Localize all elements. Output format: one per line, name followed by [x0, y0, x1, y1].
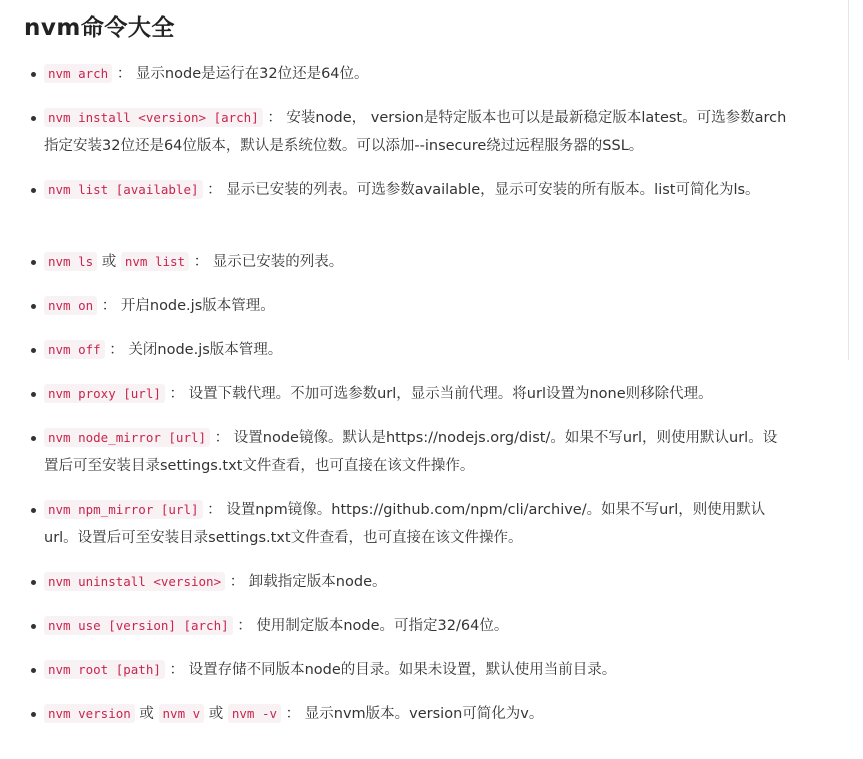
- right-divider: [848, 0, 849, 360]
- inline-code: nvm off: [44, 340, 105, 359]
- inline-code: nvm use [version] [arch]: [44, 616, 233, 635]
- bullet: [31, 392, 36, 397]
- item-description: ： 设置下载代理。不加可选参数url，显示当前代理。将url设置为none则移除代理。: [169, 386, 713, 402]
- item-description: ： 显示node是运行在32位还是64位。: [116, 66, 369, 82]
- bullet: [31, 712, 36, 717]
- list-item-nvm-list: [44, 176, 789, 204]
- inline-code: nvm uninstall <version>: [44, 572, 225, 591]
- inline-code: nvm version: [44, 704, 135, 723]
- item-description: ： 显示已安装的列表。: [193, 254, 344, 270]
- item-description: ： 使用制定版本node。可指定32/64位。: [237, 618, 509, 634]
- list-item-nvm-off: [44, 336, 789, 364]
- inline-code: nvm -v: [228, 704, 281, 723]
- list-item-nvm-npm-mirror: [44, 496, 789, 552]
- item-description: ： 开启node.js版本管理。: [101, 298, 275, 314]
- bullet: [31, 508, 36, 513]
- bullet: [31, 260, 36, 265]
- item-description: ： 安装node， version是特定版本也可以是最新稳定版本latest。可选参数arch指定安装32位还是64位版本，默认是系统位数。可以添加--insecure绕过远程服务器的SSL。: [44, 110, 787, 154]
- join-text: 或: [139, 706, 159, 722]
- item-description: ： 设置npm镜像。https://github.com/npm/cli/archive/。如果不写url，则使用默认url。设置后可至安装目录settings.txt文件查看，也可直接在该文件操作。: [44, 502, 766, 546]
- list-item-nvm-arch: [44, 60, 789, 88]
- bullet: [31, 580, 36, 585]
- inline-code: nvm list: [121, 252, 189, 271]
- item-description: ： 关闭node.js版本管理。: [109, 342, 283, 358]
- list-item-nvm-install: [44, 104, 789, 160]
- inline-code: nvm node_mirror [url]: [44, 428, 210, 447]
- inline-code: nvm arch: [44, 64, 112, 83]
- list-item-nvm-node-mirror: [44, 424, 789, 480]
- list-item-nvm-uninstall: [44, 568, 789, 596]
- list-item-nvm-use: [44, 612, 789, 640]
- bullet: [31, 436, 36, 441]
- bullet: [31, 188, 36, 193]
- inline-code: nvm v: [159, 704, 205, 723]
- page-title: nvm命令大全: [24, 15, 175, 41]
- inline-code: nvm list [available]: [44, 180, 203, 199]
- inline-code: nvm on: [44, 296, 97, 315]
- item-description: ： 设置存储不同版本node的目录。如果未设置，默认使用当前目录。: [169, 662, 617, 678]
- bullet: [31, 72, 36, 77]
- bullet: [31, 668, 36, 673]
- list-item-nvm-version: [44, 700, 789, 728]
- item-description: ： 显示已安装的列表。可选参数available，显示可安装的所有版本。list可简化为ls。: [207, 182, 760, 198]
- inline-code: nvm install <version> [arch]: [44, 108, 263, 127]
- list-item-nvm-root: [44, 656, 789, 684]
- list-item-nvm-ls: [44, 248, 789, 276]
- bullet: [31, 348, 36, 353]
- item-description: ： 显示nvm版本。version可简化为v。: [285, 706, 544, 722]
- inline-code: nvm proxy [url]: [44, 384, 165, 403]
- join-text: 或: [208, 706, 224, 722]
- inline-code: nvm npm_mirror [url]: [44, 500, 203, 519]
- list-item-nvm-proxy: [44, 380, 789, 408]
- inline-code: nvm ls: [44, 252, 97, 271]
- join-text: 或: [101, 254, 117, 270]
- bullet: [31, 116, 36, 121]
- list-item-nvm-on: [44, 292, 789, 320]
- item-description: ： 设置node镜像。默认是https://nodejs.org/dist/。如果不写url，则使用默认url。设置后可至安装目录settings.txt文件查看，也可直接在该文件操作。: [44, 430, 778, 474]
- item-description: ： 卸载指定版本node。: [229, 574, 387, 590]
- bullet: [31, 304, 36, 309]
- bullet: [31, 624, 36, 629]
- inline-code: nvm root [path]: [44, 660, 165, 679]
